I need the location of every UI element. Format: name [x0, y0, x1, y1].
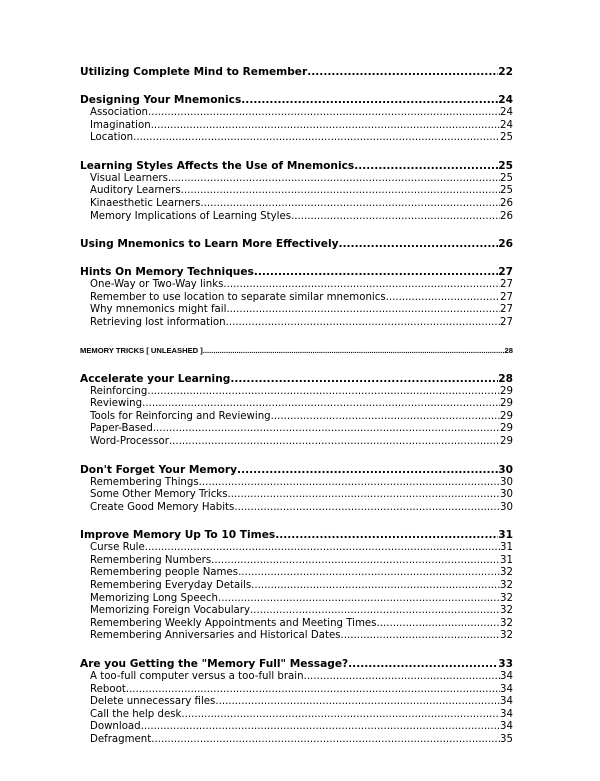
- toc-entry[interactable]: [80, 292, 513, 305]
- toc-entry-title: Tools for Reinforcing and Reviewing: [90, 410, 271, 422]
- toc-entry[interactable]: [80, 185, 513, 198]
- toc-entry[interactable]: [80, 423, 513, 436]
- toc-entry-page-number: 27: [500, 304, 513, 316]
- dot-leader: [234, 502, 500, 515]
- dot-leader: [211, 555, 500, 568]
- toc-entry[interactable]: [80, 132, 513, 145]
- toc-entry-page-number: 31: [500, 542, 513, 554]
- toc-heading[interactable]: [80, 237, 513, 251]
- toc-entry[interactable]: [80, 398, 513, 411]
- toc-entry-page-number: 32: [500, 630, 513, 642]
- toc-section: [80, 657, 513, 747]
- toc-heading[interactable]: [80, 159, 513, 173]
- toc-entry-title: Word-Processor: [90, 435, 169, 447]
- toc-heading-page-number: 28: [504, 345, 513, 355]
- toc-heading-page-number: 27: [498, 266, 513, 279]
- toc-heading-page-number: 31: [498, 529, 513, 542]
- toc-entry-title: Why mnemonics might fail: [90, 304, 227, 316]
- toc-heading[interactable]: [80, 93, 513, 107]
- dot-leader: [199, 477, 500, 490]
- toc-entry-title: Remembering Things: [90, 476, 199, 488]
- toc-entry-page-number: 27: [500, 316, 513, 328]
- toc-entry[interactable]: [80, 411, 513, 424]
- toc-entry-title: Remembering Anniversaries and Historical Dates: [90, 630, 341, 642]
- toc-heading[interactable]: [80, 344, 513, 358]
- toc-heading-page-number: 30: [498, 463, 513, 476]
- section-spacer: [80, 449, 513, 463]
- toc-entry[interactable]: [80, 580, 513, 593]
- dot-leader: [238, 567, 500, 580]
- dot-leader: [142, 398, 500, 411]
- toc-entry[interactable]: [80, 502, 513, 515]
- dot-leader: [271, 411, 500, 424]
- toc-entry-page-number: 34: [500, 708, 513, 720]
- toc-entry-title: Defragment: [90, 734, 152, 745]
- toc-entry-title: Association: [90, 107, 149, 118]
- toc-heading[interactable]: [80, 65, 513, 79]
- dot-leader: [237, 463, 498, 477]
- section-spacer: [80, 223, 513, 237]
- toc-section: [80, 265, 513, 329]
- toc-entry[interactable]: [80, 304, 513, 317]
- toc-entry-page-number: 32: [500, 567, 513, 579]
- toc-entry-page-number: 25: [500, 172, 513, 184]
- toc-entry[interactable]: [80, 605, 513, 618]
- toc-entry-title: Remembering Numbers: [90, 554, 212, 566]
- toc-entry-page-number: 34: [500, 696, 513, 708]
- toc-entry-page-number: 29: [500, 410, 513, 422]
- toc-entry-page-number: 30: [500, 476, 513, 488]
- toc-entry-title: Reboot: [90, 683, 126, 695]
- dot-leader: [153, 423, 500, 436]
- toc-entry[interactable]: [80, 593, 513, 606]
- toc-heading-title: Improve Memory Up To 10 Times: [80, 529, 276, 542]
- toc-entry[interactable]: [80, 173, 513, 186]
- dot-leader: [148, 107, 500, 120]
- toc-heading-page-number: 26: [498, 238, 513, 251]
- toc-entry[interactable]: [80, 120, 513, 133]
- toc-entry-page-number: 34: [500, 683, 513, 695]
- toc-section: [80, 93, 513, 145]
- dot-leader: [386, 292, 500, 305]
- dot-leader: [241, 93, 498, 107]
- toc-entry[interactable]: [80, 542, 513, 555]
- toc-entry[interactable]: [80, 211, 513, 224]
- toc-section: [80, 237, 513, 251]
- toc-heading-page-number: 22: [498, 66, 513, 78]
- toc-heading-title: Hints On Memory Techniques: [80, 266, 254, 279]
- toc-section: [80, 344, 513, 358]
- dot-leader: [126, 684, 500, 697]
- toc-entry-title: Download: [90, 721, 141, 733]
- toc-heading[interactable]: [80, 528, 513, 542]
- dot-leader: [168, 173, 500, 186]
- toc-entry-page-number: 25: [500, 132, 513, 144]
- dot-leader: [203, 344, 505, 358]
- toc-entry-title: Call the help desk: [90, 708, 182, 720]
- toc-entry-title: Some Other Memory Tricks: [90, 489, 228, 501]
- dot-leader: [230, 372, 498, 386]
- toc-entry-page-number: 30: [500, 501, 513, 513]
- section-spacer: [80, 330, 513, 344]
- toc-entry-title: Imagination: [90, 119, 151, 131]
- toc-entry-page-number: 26: [500, 197, 513, 209]
- toc-section: [80, 528, 513, 643]
- table-of-contents: [80, 65, 513, 747]
- toc-entry-title: Reinforcing: [90, 385, 148, 397]
- toc-entry[interactable]: [80, 721, 513, 734]
- dot-leader: [251, 580, 500, 593]
- toc-heading-page-number: 33: [498, 658, 513, 671]
- section-spacer: [80, 643, 513, 657]
- toc-entry[interactable]: [80, 489, 513, 502]
- dot-leader: [250, 605, 500, 618]
- dot-leader: [151, 734, 500, 747]
- toc-entry-page-number: 32: [500, 605, 513, 617]
- dot-leader: [181, 709, 500, 722]
- toc-entry-page-number: 31: [500, 554, 513, 566]
- dot-leader: [226, 304, 500, 317]
- toc-entry-page-number: 24: [500, 119, 513, 131]
- toc-entry-title: Location: [90, 132, 134, 144]
- toc-entry-page-number: 29: [500, 385, 513, 397]
- toc-heading-page-number: 25: [498, 159, 513, 172]
- toc-heading[interactable]: [80, 463, 513, 477]
- toc-heading-title: Using Mnemonics to Learn More Effectively: [80, 238, 339, 251]
- toc-entry[interactable]: [80, 317, 513, 330]
- toc-heading[interactable]: [80, 265, 513, 279]
- dot-leader: [223, 279, 500, 292]
- dot-leader: [133, 132, 500, 145]
- dot-leader: [218, 593, 500, 606]
- dot-leader: [181, 185, 500, 198]
- toc-entry-title: Auditory Learners: [90, 185, 181, 197]
- toc-heading-title: Designing Your Mnemonics: [80, 94, 242, 106]
- toc-entry[interactable]: [80, 696, 513, 709]
- toc-entry[interactable]: [80, 198, 513, 211]
- section-spacer: [80, 145, 513, 159]
- toc-entry-page-number: 32: [500, 617, 513, 629]
- toc-entry-title: Remember to use location to separate similar mnemonics: [90, 291, 386, 303]
- toc-entry-title: Delete unnecessary files: [90, 696, 216, 708]
- toc-entry-page-number: 25: [500, 185, 513, 197]
- dot-leader: [145, 542, 500, 555]
- toc-entry-title: Reviewing: [90, 398, 143, 410]
- section-spacer: [80, 358, 513, 372]
- toc-entry-page-number: 34: [500, 721, 513, 733]
- toc-entry-title: A too-full computer versus a too-full brain: [90, 671, 304, 683]
- toc-section: [80, 372, 513, 449]
- toc-entry-title: Paper-Based: [90, 423, 153, 435]
- dot-leader: [341, 630, 501, 643]
- section-spacer: [80, 251, 513, 265]
- toc-entry-page-number: 29: [500, 398, 513, 410]
- toc-entry-title: Remembering Weekly Appointments and Meeting Times: [90, 617, 377, 629]
- toc-section: [80, 463, 513, 515]
- toc-entry[interactable]: [80, 107, 513, 120]
- toc-entry-title: Remembering people Names: [90, 567, 239, 579]
- toc-entry-title: Curse Rule: [90, 542, 145, 554]
- toc-heading-title: Learning Styles Affects the Use of Mnemonics: [80, 159, 355, 172]
- toc-entry[interactable]: [80, 279, 513, 292]
- toc-entry-page-number: 29: [500, 435, 513, 447]
- dot-leader: [147, 386, 500, 399]
- dot-leader: [141, 721, 500, 734]
- dot-leader: [291, 211, 500, 224]
- toc-entry-title: Memorizing Long Speech: [90, 592, 218, 604]
- toc-heading-title: Accelerate your Learning: [80, 372, 231, 385]
- toc-entry[interactable]: [80, 386, 513, 399]
- toc-entry-page-number: 27: [500, 291, 513, 303]
- toc-entry-page-number: 32: [500, 580, 513, 592]
- dot-leader: [304, 671, 500, 684]
- dot-leader: [307, 65, 498, 79]
- toc-heading-title: Are you Getting the "Memory Full" Message?: [80, 658, 349, 671]
- toc-heading-title: Don't Forget Your Memory: [80, 463, 238, 476]
- toc-entry-title: Remembering Everyday Details: [90, 580, 252, 592]
- dot-leader: [354, 159, 498, 173]
- toc-entry-page-number: 24: [500, 107, 513, 118]
- toc-entry-title: Retrieving lost information: [90, 316, 226, 328]
- toc-entry[interactable]: [80, 477, 513, 490]
- toc-section: [80, 159, 513, 223]
- toc-entry-title: Kinaesthetic Learners: [90, 197, 201, 209]
- dot-leader: [226, 317, 500, 330]
- dot-leader: [338, 237, 498, 251]
- toc-heading-page-number: 28: [498, 372, 513, 385]
- toc-heading-title: Utilizing Complete Mind to Remember: [80, 66, 308, 78]
- dot-leader: [151, 120, 500, 133]
- toc-entry[interactable]: [80, 555, 513, 568]
- toc-entry-title: Memorizing Foreign Vocabulary: [90, 605, 250, 617]
- toc-entry-page-number: 26: [500, 210, 513, 222]
- dot-leader: [275, 528, 498, 542]
- toc-entry-page-number: 30: [500, 489, 513, 501]
- toc-entry-title: Create Good Memory Habits: [90, 501, 235, 513]
- toc-heading-page-number: 24: [498, 94, 513, 106]
- toc-heading-title: MEMORY TRICKS [ UNLEASHED ]: [80, 345, 203, 355]
- dot-leader: [215, 696, 500, 709]
- toc-entry[interactable]: [80, 709, 513, 722]
- dot-leader: [377, 618, 501, 631]
- dot-leader: [228, 489, 501, 502]
- toc-entry[interactable]: [80, 618, 513, 631]
- toc-entry[interactable]: [80, 734, 513, 747]
- toc-entry-title: One-Way or Two-Way links: [90, 279, 224, 291]
- toc-entry-title: Visual Learners: [90, 172, 168, 184]
- dot-leader: [200, 198, 500, 211]
- toc-entry[interactable]: [80, 684, 513, 697]
- section-spacer: [80, 514, 513, 528]
- toc-heading[interactable]: [80, 372, 513, 386]
- toc-entry-page-number: 32: [500, 592, 513, 604]
- toc-entry[interactable]: [80, 436, 513, 449]
- toc-section: [80, 65, 513, 79]
- toc-entry-title: Memory Implications of Learning Styles: [90, 210, 292, 222]
- toc-entry-page-number: 35: [500, 734, 513, 745]
- toc-entry-page-number: 29: [500, 423, 513, 435]
- toc-entry[interactable]: [80, 567, 513, 580]
- dot-leader: [254, 265, 498, 279]
- toc-heading[interactable]: [80, 657, 513, 671]
- toc-entry[interactable]: [80, 630, 513, 643]
- dot-leader: [169, 436, 500, 449]
- toc-entry-page-number: 34: [500, 671, 513, 683]
- toc-entry[interactable]: [80, 671, 513, 684]
- dot-leader: [348, 657, 498, 671]
- toc-entry-page-number: 27: [500, 279, 513, 291]
- section-spacer: [80, 79, 513, 93]
